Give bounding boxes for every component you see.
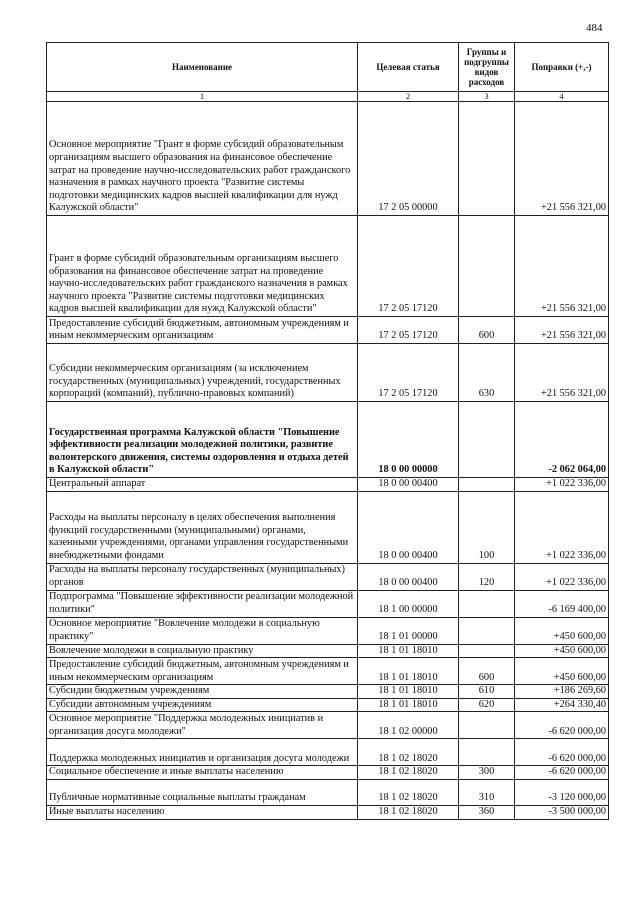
row-code: 18 1 02 18020 (358, 779, 459, 805)
row-code: 18 1 01 18010 (358, 644, 459, 658)
row-amount: +186 269,60 (515, 685, 609, 699)
row-amount: +21 556 321,00 (515, 317, 609, 344)
row-code: 18 1 01 18010 (358, 698, 459, 712)
table-row (47, 344, 609, 402)
header-row (47, 43, 609, 92)
row-group: 600 (459, 317, 515, 344)
row-group: 310 (459, 779, 515, 805)
row-name: Вовлечение молодежи в социальную практику (47, 644, 358, 658)
row-amount: -6 620 000,00 (515, 766, 609, 780)
row-code: 18 0 00 00400 (358, 491, 459, 563)
row-amount: -3 500 000,00 (515, 805, 609, 819)
header-name: Наименование (47, 43, 358, 92)
table-row (47, 766, 609, 780)
row-name: Иные выплаты населению (47, 805, 358, 819)
row-group: 620 (459, 698, 515, 712)
budget-table (46, 42, 609, 820)
row-group: 360 (459, 805, 515, 819)
row-amount: +21 556 321,00 (515, 216, 609, 317)
row-name: Поддержка молодежных инициатив и организация досуга молодежи (47, 739, 358, 766)
table-row (47, 317, 609, 344)
table-row (47, 491, 609, 563)
row-code: 18 0 00 00000 (358, 402, 459, 478)
row-group (459, 712, 515, 739)
row-amount: +1 022 336,00 (515, 563, 609, 590)
row-amount: +264 330,40 (515, 698, 609, 712)
row-name: Основное мероприятие "Вовлечение молодежи в социальную практику" (47, 617, 358, 644)
row-group (459, 617, 515, 644)
header-article: Целевая статья (358, 43, 459, 92)
row-name: Субсидии автономным учреждениям (47, 698, 358, 712)
row-name: Подпрограмма "Повышение эффективности реализации молодежной политики" (47, 590, 358, 617)
table-row (47, 102, 609, 216)
row-code: 18 0 00 00400 (358, 563, 459, 590)
table-row (47, 478, 609, 492)
row-amount: +1 022 336,00 (515, 478, 609, 492)
column-number: 2 (358, 92, 459, 102)
column-numbers-row (47, 92, 609, 102)
column-number: 3 (459, 92, 515, 102)
row-name: Центральный аппарат (47, 478, 358, 492)
table-row (47, 658, 609, 685)
row-amount: +450 600,00 (515, 644, 609, 658)
table-row (47, 712, 609, 739)
row-name: Основное мероприятие "Поддержка молодежных инициатив и организация досуга молодежи" (47, 712, 358, 739)
row-group: 300 (459, 766, 515, 780)
table-row (47, 698, 609, 712)
row-code: 18 1 01 00000 (358, 617, 459, 644)
row-name: Субсидии некоммерческим организациям (за исключением государственных (муниципальных) учреждений, государственных корпораций (компаний), публично-правовых компаний) (47, 344, 358, 402)
column-number: 4 (515, 92, 609, 102)
row-amount: +1 022 336,00 (515, 491, 609, 563)
table-row (47, 805, 609, 819)
row-code: 18 1 00 00000 (358, 590, 459, 617)
row-name: Социальное обеспечение и иные выплаты населению (47, 766, 358, 780)
header-amendments: Поправки (+,-) (515, 43, 609, 92)
row-name: Грант в форме субсидий образовательным организациям высшего образования на финансовое обеспечение затрат на проведение научно-исследовательских работ гражданского назначения в рамках научного проекта "Развитие системы подготовки медицинских кадров высшей квалификации для нужд Калужской области" (47, 216, 358, 317)
table-row (47, 644, 609, 658)
page-number: 484 (586, 22, 603, 34)
row-amount: -6 620 000,00 (515, 712, 609, 739)
row-group: 120 (459, 563, 515, 590)
row-name: Государственная программа Калужской области "Повышение эффективности реализации молодежной политики, развитие волонтерского движения, системы оздоровления и отдыха детей в Калужской области" (47, 402, 358, 478)
row-group (459, 216, 515, 317)
table-row (47, 402, 609, 478)
row-code: 18 1 02 18020 (358, 766, 459, 780)
row-amount: -6 169 400,00 (515, 590, 609, 617)
row-group: 100 (459, 491, 515, 563)
row-code: 18 1 01 18010 (358, 685, 459, 699)
row-code: 17 2 05 17120 (358, 216, 459, 317)
row-code: 17 2 05 17120 (358, 317, 459, 344)
row-name: Предоставление субсидий бюджетным, автономным учреждениям и иным некоммерческим организациям (47, 317, 358, 344)
row-code: 17 2 05 17120 (358, 344, 459, 402)
row-group (459, 478, 515, 492)
table-row (47, 617, 609, 644)
row-amount: +21 556 321,00 (515, 344, 609, 402)
table-row (47, 685, 609, 699)
table-row (47, 739, 609, 766)
row-group (459, 590, 515, 617)
row-amount: -3 120 000,00 (515, 779, 609, 805)
row-code: 18 1 02 18020 (358, 739, 459, 766)
row-group (459, 102, 515, 216)
row-group: 630 (459, 344, 515, 402)
row-group: 610 (459, 685, 515, 699)
row-group (459, 739, 515, 766)
row-amount: -6 620 000,00 (515, 739, 609, 766)
row-code: 18 1 01 18010 (358, 658, 459, 685)
header-groups: Группы и подгруппы видов расходов (459, 43, 515, 92)
table-row (47, 563, 609, 590)
table-row (47, 590, 609, 617)
row-name: Субсидии бюджетным учреждениям (47, 685, 358, 699)
row-group: 600 (459, 658, 515, 685)
row-amount: -2 062 064,00 (515, 402, 609, 478)
table-row (47, 779, 609, 805)
row-amount: +21 556 321,00 (515, 102, 609, 216)
row-group (459, 644, 515, 658)
row-name: Основное мероприятие "Грант в форме субсидий образовательным организациям высшего образования на финансовое обеспечение затрат на проведение научно-исследовательских работ гражданского назначения в рамках научного проекта "Развитие системы подготовки медицинских кадров высшей квалификации для нужд Калужской области" (47, 102, 358, 216)
row-code: 18 1 02 18020 (358, 805, 459, 819)
row-group (459, 402, 515, 478)
row-name: Предоставление субсидий бюджетным, автономным учреждениям и иным некоммерческим организациям (47, 658, 358, 685)
row-name: Расходы на выплаты персоналу в целях обеспечения выполнения функций государственными (муниципальными) органами, казенными учреждениями, органами управления государственными внебюджетными фондами (47, 491, 358, 563)
row-amount: +450 600,00 (515, 617, 609, 644)
row-code: 18 0 00 00400 (358, 478, 459, 492)
column-number: 1 (47, 92, 358, 102)
row-amount: +450 600,00 (515, 658, 609, 685)
row-name: Расходы на выплаты персоналу государственных (муниципальных) органов (47, 563, 358, 590)
table-row (47, 216, 609, 317)
row-code: 18 1 02 00000 (358, 712, 459, 739)
row-code: 17 2 05 00000 (358, 102, 459, 216)
row-name: Публичные нормативные социальные выплаты гражданам (47, 779, 358, 805)
